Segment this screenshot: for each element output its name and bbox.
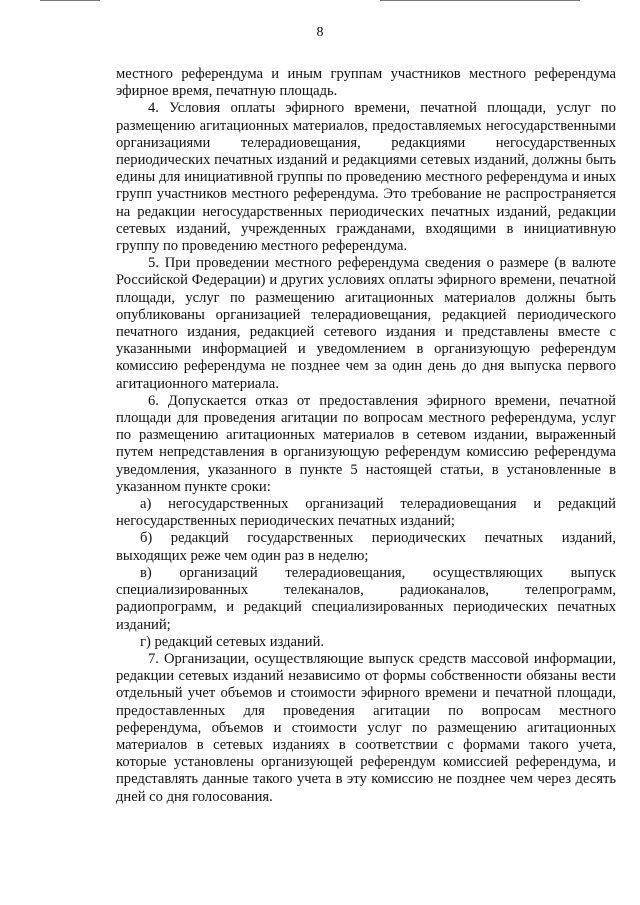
subitem-a: а) негосударственных организаций телерадиовещания и редакций негосударственных периодических печатных изданий; <box>116 496 616 530</box>
subitem-b: б) редакций государственных периодических печатных изданий, выходящих реже чем один раз в неделю; <box>116 530 616 564</box>
page-number: 8 <box>316 25 324 40</box>
paragraph-continuation: местного референдума и иным группам участников местного референдума эфирное время, печатную площадь. <box>116 66 616 100</box>
paragraph-7: 7. Организации, осуществляющие выпуск средств массовой информации, редакции сетевых изданий независимо от формы собственности обязаны вести отдельный учет объемов и стоимости эфирного времени и печатной площади, предоставленных для проведения агитации по вопросам местного референдума, объемов и стоимости услуг по размещению агитационных материалов в сетевых изданиях в соответствии с формами такого учета, которые установлены организующей референдум комиссией референдума, и представлять данные такого учета в эту комиссию не позднее чем через десять дней со дня голосования. <box>116 650 616 805</box>
paragraph-4: 4. Условия оплаты эфирного времени, печатной площади, услуг по размещению агитационных материалов, предоставляемых негосударственными организациями телерадиовещания, редакциями негосударственных периодических печатных изданий и редакциями сетевых изданий, должны быть едины для инициативной группы по проведению местного референдума и иных групп участников местного референдума. Это требование не распространяется на редакции негосударственных периодических печатных изданий, редакции сетевых изданий, учрежденных гражданами, входящими в инициативную группу по проведению местного референдума. <box>116 100 616 255</box>
scan-edge-line <box>40 0 100 1</box>
paragraph-5: 5. При проведении местного референдума сведения о размере (в валюте Российской Федерации) и других условиях оплаты эфирного времени, печатной площади, услуг по размещению агитационных материалов должны быть опубликованы организацией телерадиовещания, редакцией периодического печатного издания, редакцией сетевого издания и представлены вместе с указанными информацией и уведомлением в организующую референдум комиссию референдума не позднее чем за один день до дня выпуска первого агитационного материала. <box>116 255 616 392</box>
document-body <box>116 66 616 806</box>
paragraph-6: 6. Допускается отказ от предоставления эфирного времени, печатной площади для проведения агитации по вопросам местного референдума, услуг по размещению агитационных материалов в сетевом издании, выраженный путем непредставления в организующую референдум комиссию референдума уведомления, указанного в пункте 5 настоящей статьи, в установленные в указанном пункте сроки: <box>116 392 616 495</box>
scan-edge-line <box>380 0 580 1</box>
subitem-g: г) редакций сетевых изданий. <box>140 633 325 650</box>
subitem-v: в) организаций телерадиовещания, осуществляющих выпуск специализированных телеканалов, радиоканалов, телепрограмм, радиопрограмм, и редакций специализированных периодических печатных изданий; <box>116 564 616 633</box>
